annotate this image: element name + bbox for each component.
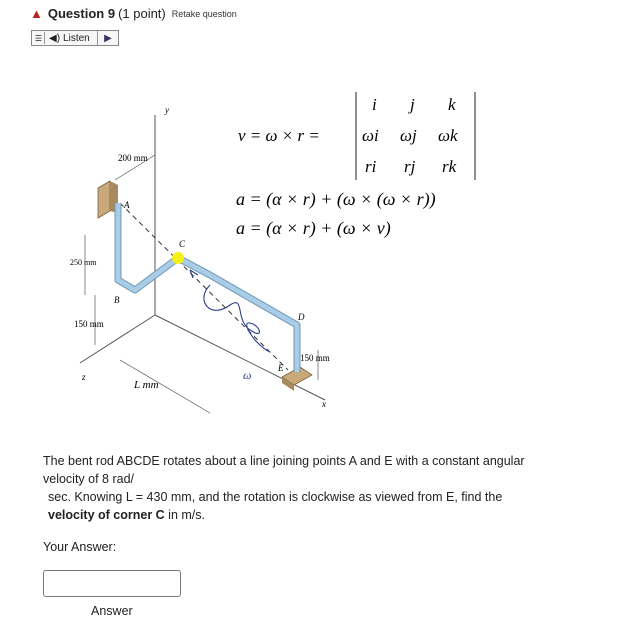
question-points: (1 point) [118,6,166,21]
dim-150-right-label: 150 mm [300,353,330,363]
listen-widget [31,30,119,46]
z-axis-label: z [82,372,86,382]
point-e-label: E [278,363,284,373]
matrix-cell: k [448,95,456,114]
matrix-cell: ωk [438,126,458,145]
velocity-equation-lhs: v = ω × r = [238,126,320,145]
question-header [30,6,237,21]
x-axis-label: x [322,399,326,409]
answer-input[interactable] [43,570,181,597]
dim-L-label: L mm [134,379,159,391]
matrix-cell: j [410,95,415,114]
speaker-icon: ◀) [49,32,61,44]
matrix-cell: i [372,95,377,114]
equations-panel [230,88,520,253]
point-b-label: B [114,295,120,305]
y-axis-label: y [165,105,169,115]
matrix-cell: ri [365,157,377,176]
acceleration-equation-1: a = (α × r) + (ω × (ω × r)) [236,189,436,209]
matrix-cell: rk [442,157,457,176]
warning-icon: ▲ [30,6,43,21]
point-d-label: D [298,312,305,322]
problem-line-1: The bent rod ABCDE rotates about a line joining points A and E with a constant angular velocity of 8 rad/ [43,454,525,486]
menu-icon[interactable]: ☰ [33,32,45,44]
problem-line-2 [43,488,543,524]
acceleration-equation-2: a = (α × r) + (ω × v) [236,218,391,238]
point-c-label: C [179,239,186,249]
dim-150-left-label: 150 mm [74,319,104,329]
rotation-sketch [204,285,270,352]
play-icon[interactable]: ▶ [97,31,118,45]
matrix-cell: ωi [362,126,379,145]
matrix-cell: rj [404,157,416,176]
support-a-plate [98,181,110,218]
problem-line-2c: in m/s. [164,508,205,522]
point-a-label: A [124,200,130,210]
dim-200-label: 200 mm [118,153,148,163]
corner-c-highlight [172,252,184,264]
omega-handwritten: ω [243,368,252,382]
matrix-cell: ωj [400,126,417,145]
problem-line-2a: sec. Knowing L = 430 mm, and the rotation is clockwise as viewed from E, find the [48,490,503,504]
problem-statement [43,452,543,524]
retake-question-link[interactable]: Retake question [171,8,237,19]
your-answer-label: Your Answer: [43,540,117,554]
dim-250-label: 250 mm [70,258,97,267]
question-title: Question 9 [47,6,116,21]
listen-button[interactable]: Listen [63,32,90,44]
answer-button[interactable]: Answer [91,604,133,618]
problem-emphasis: velocity of corner C [48,508,165,522]
